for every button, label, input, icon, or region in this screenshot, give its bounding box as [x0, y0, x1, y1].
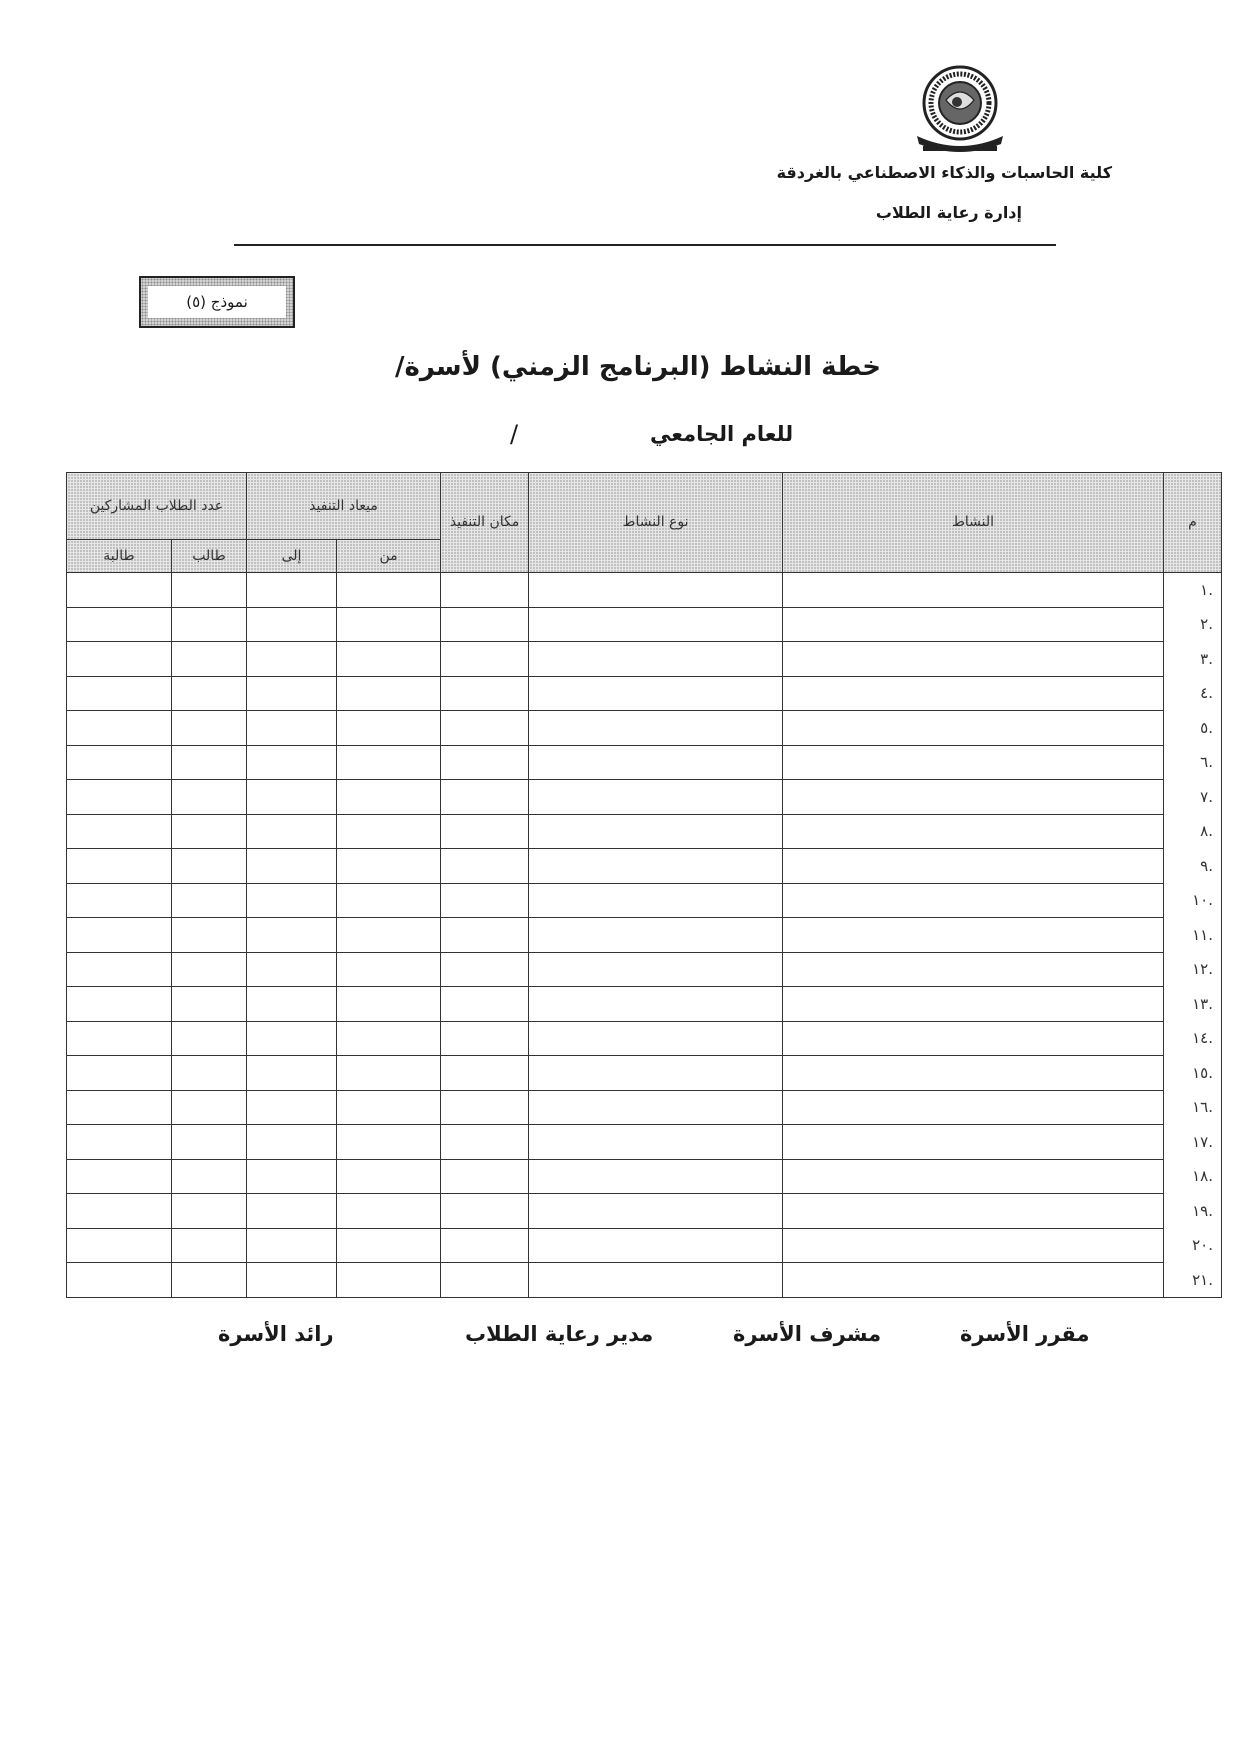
activity-cell[interactable] [783, 607, 1164, 642]
place-cell[interactable] [441, 1194, 529, 1229]
table-row [67, 1021, 1222, 1056]
male-count-cell[interactable] [172, 642, 247, 677]
activity-type-cell[interactable] [529, 711, 783, 746]
activity-cell[interactable] [783, 918, 1164, 953]
header-female: طالبة [67, 540, 172, 573]
from-cell[interactable] [337, 1194, 441, 1229]
place-cell[interactable] [441, 814, 529, 849]
row-number: .١٤ [1164, 1021, 1222, 1056]
male-count-cell[interactable] [172, 1263, 247, 1298]
female-count-cell[interactable] [67, 883, 172, 918]
female-count-cell[interactable] [67, 1021, 172, 1056]
female-count-cell[interactable] [67, 1159, 172, 1194]
activity-cell[interactable] [783, 1090, 1164, 1125]
activity-type-cell[interactable] [529, 883, 783, 918]
from-cell[interactable] [337, 607, 441, 642]
male-count-cell[interactable] [172, 711, 247, 746]
female-count-cell[interactable] [67, 1056, 172, 1091]
male-count-cell[interactable] [172, 883, 247, 918]
row-number: .٢ [1164, 607, 1222, 642]
row-number: .٩ [1164, 849, 1222, 884]
place-cell[interactable] [441, 1090, 529, 1125]
activity-type-cell[interactable] [529, 849, 783, 884]
male-count-cell[interactable] [172, 1194, 247, 1229]
place-cell[interactable] [441, 607, 529, 642]
to-cell[interactable] [247, 1125, 337, 1160]
to-cell[interactable] [247, 745, 337, 780]
female-count-cell[interactable] [67, 918, 172, 953]
row-number: .١٥ [1164, 1056, 1222, 1091]
female-count-cell[interactable] [67, 1263, 172, 1298]
activity-cell[interactable] [783, 883, 1164, 918]
activity-type-cell[interactable] [529, 1090, 783, 1125]
table-row [67, 1090, 1222, 1125]
to-cell[interactable] [247, 1263, 337, 1298]
from-cell[interactable] [337, 1263, 441, 1298]
row-number: .٦ [1164, 745, 1222, 780]
activity-cell[interactable] [783, 1263, 1164, 1298]
from-cell[interactable] [337, 711, 441, 746]
table-row [67, 745, 1222, 780]
activity-cell[interactable] [783, 1194, 1164, 1229]
activity-cell[interactable] [783, 1159, 1164, 1194]
header-to: إلى [247, 540, 337, 573]
row-number: .١٦ [1164, 1090, 1222, 1125]
activity-cell[interactable] [783, 745, 1164, 780]
place-cell[interactable] [441, 883, 529, 918]
female-count-cell[interactable] [67, 952, 172, 987]
activity-cell[interactable] [783, 676, 1164, 711]
to-cell[interactable] [247, 952, 337, 987]
male-count-cell[interactable] [172, 952, 247, 987]
row-number: .٢٠ [1164, 1228, 1222, 1263]
female-count-cell[interactable] [67, 607, 172, 642]
female-count-cell[interactable] [67, 814, 172, 849]
female-count-cell[interactable] [67, 1194, 172, 1229]
female-count-cell[interactable] [67, 780, 172, 815]
male-count-cell[interactable] [172, 814, 247, 849]
activity-cell[interactable] [783, 642, 1164, 677]
to-cell[interactable] [247, 1159, 337, 1194]
to-cell[interactable] [247, 814, 337, 849]
department-name: إدارة رعاية الطلاب [875, 203, 1022, 222]
place-cell[interactable] [441, 642, 529, 677]
activity-type-cell[interactable] [529, 952, 783, 987]
header-male: طالب [172, 540, 247, 573]
place-cell[interactable] [441, 918, 529, 953]
header-timing: ميعاد التنفيذ [247, 473, 441, 540]
female-count-cell[interactable] [67, 642, 172, 677]
activity-type-cell[interactable] [529, 1056, 783, 1091]
place-cell[interactable] [441, 711, 529, 746]
male-count-cell[interactable] [172, 1228, 247, 1263]
signature-welfare-director: مدير رعاية الطلاب [465, 1322, 654, 1346]
female-count-cell[interactable] [67, 573, 172, 608]
to-cell[interactable] [247, 1228, 337, 1263]
header-activity: النشاط [783, 473, 1164, 573]
activity-type-cell[interactable] [529, 1159, 783, 1194]
place-cell[interactable] [441, 1159, 529, 1194]
table-body [67, 573, 1222, 1298]
place-cell[interactable] [441, 1228, 529, 1263]
activity-plan-table [66, 472, 1222, 1298]
row-number: .٥ [1164, 711, 1222, 746]
header-place: مكان التنفيذ [441, 473, 529, 573]
from-cell[interactable] [337, 1056, 441, 1091]
activity-type-cell[interactable] [529, 1263, 783, 1298]
activity-cell[interactable] [783, 711, 1164, 746]
table-row [67, 607, 1222, 642]
activity-type-cell[interactable] [529, 745, 783, 780]
row-number: .٨ [1164, 814, 1222, 849]
activity-cell[interactable] [783, 1021, 1164, 1056]
female-count-cell[interactable] [67, 711, 172, 746]
place-cell[interactable] [441, 780, 529, 815]
row-number: .٢١ [1164, 1263, 1222, 1298]
from-cell[interactable] [337, 1090, 441, 1125]
to-cell[interactable] [247, 918, 337, 953]
table-row [67, 780, 1222, 815]
to-cell[interactable] [247, 607, 337, 642]
from-cell[interactable] [337, 1228, 441, 1263]
from-cell[interactable] [337, 1021, 441, 1056]
to-cell[interactable] [247, 987, 337, 1022]
table-row [67, 1056, 1222, 1091]
activity-cell[interactable] [783, 849, 1164, 884]
table-row [67, 883, 1222, 918]
table-row [67, 676, 1222, 711]
table-row [67, 1194, 1222, 1229]
male-count-cell[interactable] [172, 676, 247, 711]
academic-year-separator: / [510, 420, 519, 448]
from-cell[interactable] [337, 1159, 441, 1194]
from-cell[interactable] [337, 573, 441, 608]
table-row [67, 711, 1222, 746]
from-cell[interactable] [337, 883, 441, 918]
header-participants: عدد الطلاب المشاركين [67, 473, 247, 540]
from-cell[interactable] [337, 952, 441, 987]
to-cell[interactable] [247, 642, 337, 677]
male-count-cell[interactable] [172, 918, 247, 953]
to-cell[interactable] [247, 1021, 337, 1056]
male-count-cell[interactable] [172, 573, 247, 608]
header-divider [234, 244, 1056, 246]
to-cell[interactable] [247, 573, 337, 608]
from-cell[interactable] [337, 849, 441, 884]
activity-type-cell[interactable] [529, 918, 783, 953]
table-row [67, 573, 1222, 608]
from-cell[interactable] [337, 918, 441, 953]
academic-year-label: للعام الجامعي [650, 422, 794, 446]
male-count-cell[interactable] [172, 780, 247, 815]
row-number: .١٩ [1164, 1194, 1222, 1229]
row-number: .١٧ [1164, 1125, 1222, 1160]
table-row [67, 1125, 1222, 1160]
header-activity-type: نوع النشاط [529, 473, 783, 573]
to-cell[interactable] [247, 1090, 337, 1125]
male-count-cell[interactable] [172, 1090, 247, 1125]
row-number: .٧ [1164, 780, 1222, 815]
to-cell[interactable] [247, 780, 337, 815]
row-number: .١ [1164, 573, 1222, 608]
table-row [67, 849, 1222, 884]
place-cell[interactable] [441, 1021, 529, 1056]
table-row [67, 918, 1222, 953]
female-count-cell[interactable] [67, 676, 172, 711]
header-number: م [1164, 473, 1222, 573]
page-title: خطة النشاط (البرنامج الزمني) لأسرة/ [395, 352, 881, 382]
female-count-cell[interactable] [67, 1228, 172, 1263]
from-cell[interactable] [337, 1125, 441, 1160]
place-cell[interactable] [441, 1263, 529, 1298]
form-number-badge [139, 276, 295, 328]
table-row [67, 1228, 1222, 1263]
from-cell[interactable] [337, 745, 441, 780]
male-count-cell[interactable] [172, 987, 247, 1022]
activity-type-cell[interactable] [529, 780, 783, 815]
signature-family-secretary: مقرر الأسرة [960, 1322, 1090, 1346]
place-cell[interactable] [441, 987, 529, 1022]
to-cell[interactable] [247, 883, 337, 918]
table-row [67, 952, 1222, 987]
activity-type-cell[interactable] [529, 1194, 783, 1229]
female-count-cell[interactable] [67, 745, 172, 780]
to-cell[interactable] [247, 1056, 337, 1091]
place-cell[interactable] [441, 952, 529, 987]
activity-cell[interactable] [783, 1228, 1164, 1263]
table-row [67, 814, 1222, 849]
activity-cell[interactable] [783, 814, 1164, 849]
row-number: .١٣ [1164, 987, 1222, 1022]
place-cell[interactable] [441, 1056, 529, 1091]
activity-type-cell[interactable] [529, 1125, 783, 1160]
table-row [67, 1263, 1222, 1298]
from-cell[interactable] [337, 814, 441, 849]
activity-type-cell[interactable] [529, 1021, 783, 1056]
to-cell[interactable] [247, 849, 337, 884]
row-number: .٣ [1164, 642, 1222, 677]
place-cell[interactable] [441, 745, 529, 780]
row-number: .٤ [1164, 676, 1222, 711]
activity-cell[interactable] [783, 573, 1164, 608]
table-row [67, 987, 1222, 1022]
to-cell[interactable] [247, 1194, 337, 1229]
male-count-cell[interactable] [172, 1021, 247, 1056]
place-cell[interactable] [441, 1125, 529, 1160]
activity-cell[interactable] [783, 780, 1164, 815]
activity-type-cell[interactable] [529, 573, 783, 608]
from-cell[interactable] [337, 780, 441, 815]
female-count-cell[interactable] [67, 1090, 172, 1125]
male-count-cell[interactable] [172, 1125, 247, 1160]
to-cell[interactable] [247, 711, 337, 746]
to-cell[interactable] [247, 676, 337, 711]
male-count-cell[interactable] [172, 849, 247, 884]
from-cell[interactable] [337, 676, 441, 711]
form-number-label: نموذج (٥) [148, 286, 286, 318]
activity-cell[interactable] [783, 1056, 1164, 1091]
male-count-cell[interactable] [172, 1056, 247, 1091]
place-cell[interactable] [441, 676, 529, 711]
female-count-cell[interactable] [67, 1125, 172, 1160]
college-logo [905, 60, 1015, 160]
activity-cell[interactable] [783, 987, 1164, 1022]
table-row [67, 642, 1222, 677]
activity-type-cell[interactable] [529, 814, 783, 849]
table-row [67, 1159, 1222, 1194]
row-number: .١٠ [1164, 883, 1222, 918]
from-cell[interactable] [337, 642, 441, 677]
activity-type-cell[interactable] [529, 676, 783, 711]
activity-cell[interactable] [783, 952, 1164, 987]
row-number: .١٢ [1164, 952, 1222, 987]
header-from: من [337, 540, 441, 573]
activity-type-cell[interactable] [529, 642, 783, 677]
activity-type-cell[interactable] [529, 1228, 783, 1263]
activity-type-cell[interactable] [529, 607, 783, 642]
female-count-cell[interactable] [67, 987, 172, 1022]
signature-family-leader: رائد الأسرة [218, 1322, 334, 1346]
female-count-cell[interactable] [67, 849, 172, 884]
row-number: .١١ [1164, 918, 1222, 953]
activity-cell[interactable] [783, 1125, 1164, 1160]
row-number: .١٨ [1164, 1159, 1222, 1194]
place-cell[interactable] [441, 573, 529, 608]
from-cell[interactable] [337, 987, 441, 1022]
place-cell[interactable] [441, 849, 529, 884]
male-count-cell[interactable] [172, 745, 247, 780]
signature-family-supervisor: مشرف الأسرة [733, 1322, 882, 1346]
male-count-cell[interactable] [172, 1159, 247, 1194]
male-count-cell[interactable] [172, 607, 247, 642]
college-name: كلية الحاسبات والذكاء الاصطناعي بالغردقة [776, 163, 1112, 182]
activity-type-cell[interactable] [529, 987, 783, 1022]
